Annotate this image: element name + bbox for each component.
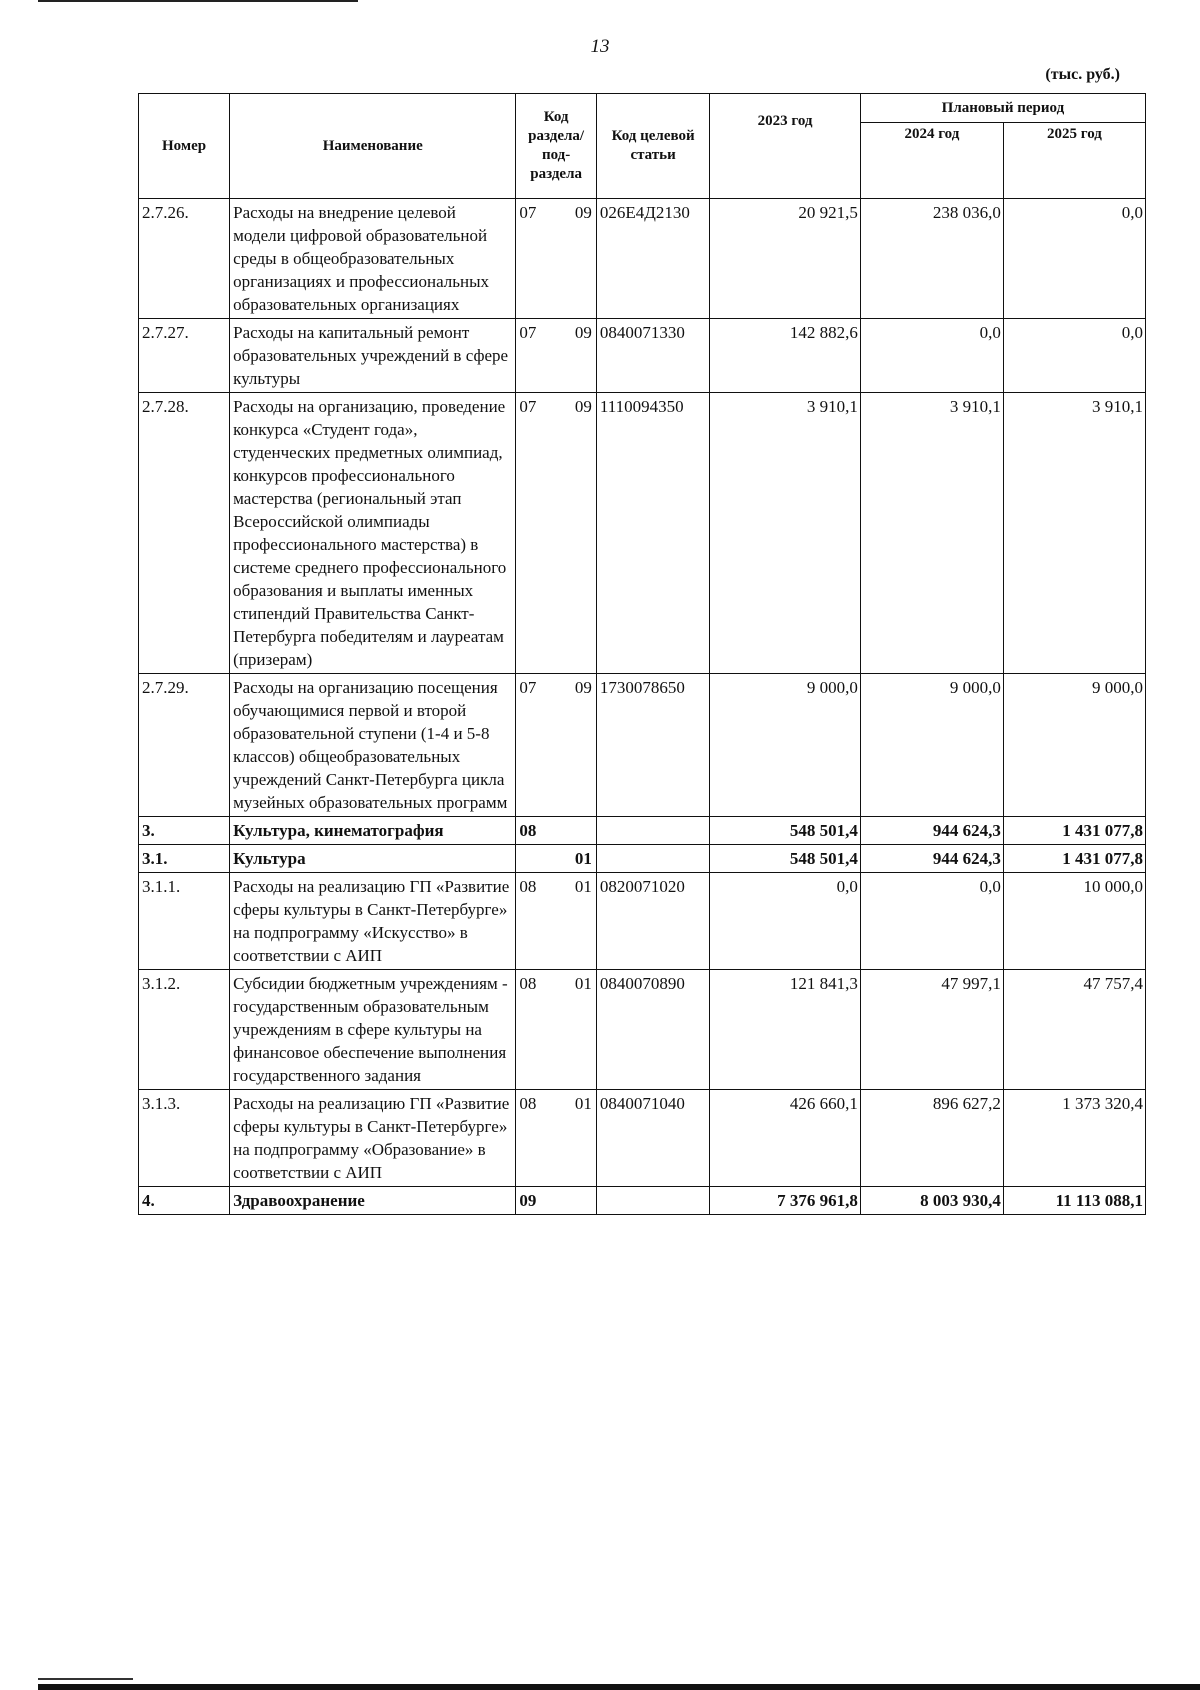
row-section (516, 970, 597, 1090)
row-value-2023: 142 882,6 (710, 319, 861, 393)
row-value-2023: 548 501,4 (710, 817, 861, 845)
header-section-code: Код раздела/ под-раздела (516, 94, 597, 199)
table-row (139, 845, 1146, 873)
row-name: Расходы на капитальный ремонт образовательных учреждений в сфере культуры (230, 319, 516, 393)
row-article-code: 1730078650 (596, 674, 709, 817)
row-article-code: 0820071020 (596, 873, 709, 970)
row-article-code: 026Е4Д2130 (596, 199, 709, 319)
row-value-2024: 9 000,0 (860, 674, 1003, 817)
row-value-2025: 0,0 (1003, 319, 1145, 393)
row-value-2024: 944 624,3 (860, 817, 1003, 845)
header-number: Номер (139, 94, 230, 199)
row-section (516, 845, 597, 873)
row-number: 4. (139, 1187, 230, 1215)
row-article-code: 0840070890 (596, 970, 709, 1090)
table-row (139, 1187, 1146, 1215)
row-value-2024: 0,0 (860, 319, 1003, 393)
row-section-code: 08 (519, 1094, 537, 1113)
row-section (516, 873, 597, 970)
row-section-code: 09 (519, 1191, 537, 1210)
units-label: (тыс. руб.) (1045, 66, 1120, 83)
row-value-2023: 7 376 961,8 (710, 1187, 861, 1215)
row-value-2024: 8 003 930,4 (860, 1187, 1003, 1215)
row-value-2023: 426 660,1 (710, 1090, 861, 1187)
row-section (516, 1090, 597, 1187)
table-row (139, 1090, 1146, 1187)
row-value-2025: 10 000,0 (1003, 873, 1145, 970)
row-value-2023: 0,0 (710, 873, 861, 970)
row-name: Расходы на организацию посещения обучающимися первой и второй образовательной ступени (1-4 и 5-8 классов) общеобразовательных учреждений Санкт-Петербурга цикла музейных образовательных программ (230, 674, 516, 817)
row-number: 3.1.1. (139, 873, 230, 970)
row-number: 3.1. (139, 845, 230, 873)
row-article-code: 0840071040 (596, 1090, 709, 1187)
row-number: 2.7.29. (139, 674, 230, 817)
header-name: Наименование (230, 94, 516, 199)
row-section-code: 07 (519, 678, 537, 697)
row-section-code: 07 (519, 323, 537, 342)
table-row (139, 319, 1146, 393)
row-value-2025: 0,0 (1003, 199, 1145, 319)
scan-edge-bottom (38, 1684, 1200, 1690)
row-number: 3.1.3. (139, 1090, 230, 1187)
row-value-2024: 3 910,1 (860, 393, 1003, 674)
row-value-2024: 896 627,2 (860, 1090, 1003, 1187)
row-number: 2.7.27. (139, 319, 230, 393)
row-subsection-code: 09 (574, 678, 592, 697)
row-section (516, 393, 597, 674)
header-row (139, 94, 1146, 123)
row-section-code: 07 (519, 397, 537, 416)
row-section (516, 319, 597, 393)
header-planned-period: Плановый период (860, 94, 1145, 123)
table-body (139, 199, 1146, 1215)
row-value-2024: 944 624,3 (860, 845, 1003, 873)
scan-edge-bottom-line (38, 1678, 133, 1680)
row-value-2024: 0,0 (860, 873, 1003, 970)
row-value-2025: 9 000,0 (1003, 674, 1145, 817)
header-year-2025: 2025 год (1003, 123, 1145, 199)
row-value-2023: 3 910,1 (710, 393, 861, 674)
row-subsection-code: 09 (574, 323, 592, 342)
row-subsection-code: 01 (574, 974, 592, 993)
row-subsection-code: 09 (574, 397, 592, 416)
row-section (516, 1187, 597, 1215)
table-row (139, 393, 1146, 674)
header-year-2023: 2023 год (710, 94, 861, 199)
row-article-code (596, 845, 709, 873)
row-subsection-code: 01 (574, 877, 592, 896)
row-article-code (596, 817, 709, 845)
row-section-code: 08 (519, 974, 537, 993)
row-subsection-code: 01 (574, 849, 592, 868)
row-name: Субсидии бюджетным учреждениям - государственным образовательным учреждениям в сфере культуры на финансовое обеспечение выполнения государственного задания (230, 970, 516, 1090)
row-name: Расходы на реализацию ГП «Развитие сферы культуры в Санкт-Петербурге» на подпрограмму «Образование» в соответствии с АИП (230, 1090, 516, 1187)
table-row (139, 873, 1146, 970)
row-number: 3.1.2. (139, 970, 230, 1090)
row-article-code: 0840071330 (596, 319, 709, 393)
row-name: Расходы на внедрение целевой модели цифровой образовательной среды в общеобразовательных организациях и профессиональных образовательных организациях (230, 199, 516, 319)
row-name: Культура (230, 845, 516, 873)
row-value-2025: 11 113 088,1 (1003, 1187, 1145, 1215)
row-name: Расходы на реализацию ГП «Развитие сферы культуры в Санкт-Петербурге» на подпрограмму «Искусство» в соответствии с АИП (230, 873, 516, 970)
row-section (516, 817, 597, 845)
row-value-2023: 9 000,0 (710, 674, 861, 817)
row-value-2024: 238 036,0 (860, 199, 1003, 319)
row-value-2025: 1 431 077,8 (1003, 845, 1145, 873)
row-number: 2.7.26. (139, 199, 230, 319)
row-value-2024: 47 997,1 (860, 970, 1003, 1090)
row-value-2025: 47 757,4 (1003, 970, 1145, 1090)
table-row (139, 199, 1146, 319)
row-subsection-code: 01 (574, 1094, 592, 1113)
header-year-2024: 2024 год (860, 123, 1003, 199)
row-section-code: 08 (519, 821, 537, 840)
row-value-2023: 20 921,5 (710, 199, 861, 319)
row-section-code: 08 (519, 877, 537, 896)
row-value-2025: 1 431 077,8 (1003, 817, 1145, 845)
row-value-2023: 121 841,3 (710, 970, 861, 1090)
table-row (139, 817, 1146, 845)
row-value-2025: 1 373 320,4 (1003, 1090, 1145, 1187)
row-name: Здравоохранение (230, 1187, 516, 1215)
header-article-code: Код целевой статьи (596, 94, 709, 199)
row-name: Культура, кинематография (230, 817, 516, 845)
row-section (516, 674, 597, 817)
row-number: 3. (139, 817, 230, 845)
row-section-code: 07 (519, 203, 537, 222)
row-section (516, 199, 597, 319)
table-row (139, 970, 1146, 1090)
scan-edge-top (38, 0, 358, 2)
row-name: Расходы на организацию, проведение конкурса «Студент года», студенческих предметных олимпиад, конкурсов профессионального мастерства (региональный этап Всероссийской олимпиады профессионального мастерства) в системе среднего профессионального образования и выплаты именных стипендий Правительства Санкт-Петербурга победителям и лауреатам (призерам) (230, 393, 516, 674)
row-article-code (596, 1187, 709, 1215)
budget-table (138, 93, 1146, 1215)
page-number: 13 (590, 36, 610, 57)
row-number: 2.7.28. (139, 393, 230, 674)
row-article-code: 1110094350 (596, 393, 709, 674)
row-value-2025: 3 910,1 (1003, 393, 1145, 674)
row-value-2023: 548 501,4 (710, 845, 861, 873)
table-row (139, 674, 1146, 817)
row-subsection-code: 09 (574, 203, 592, 222)
